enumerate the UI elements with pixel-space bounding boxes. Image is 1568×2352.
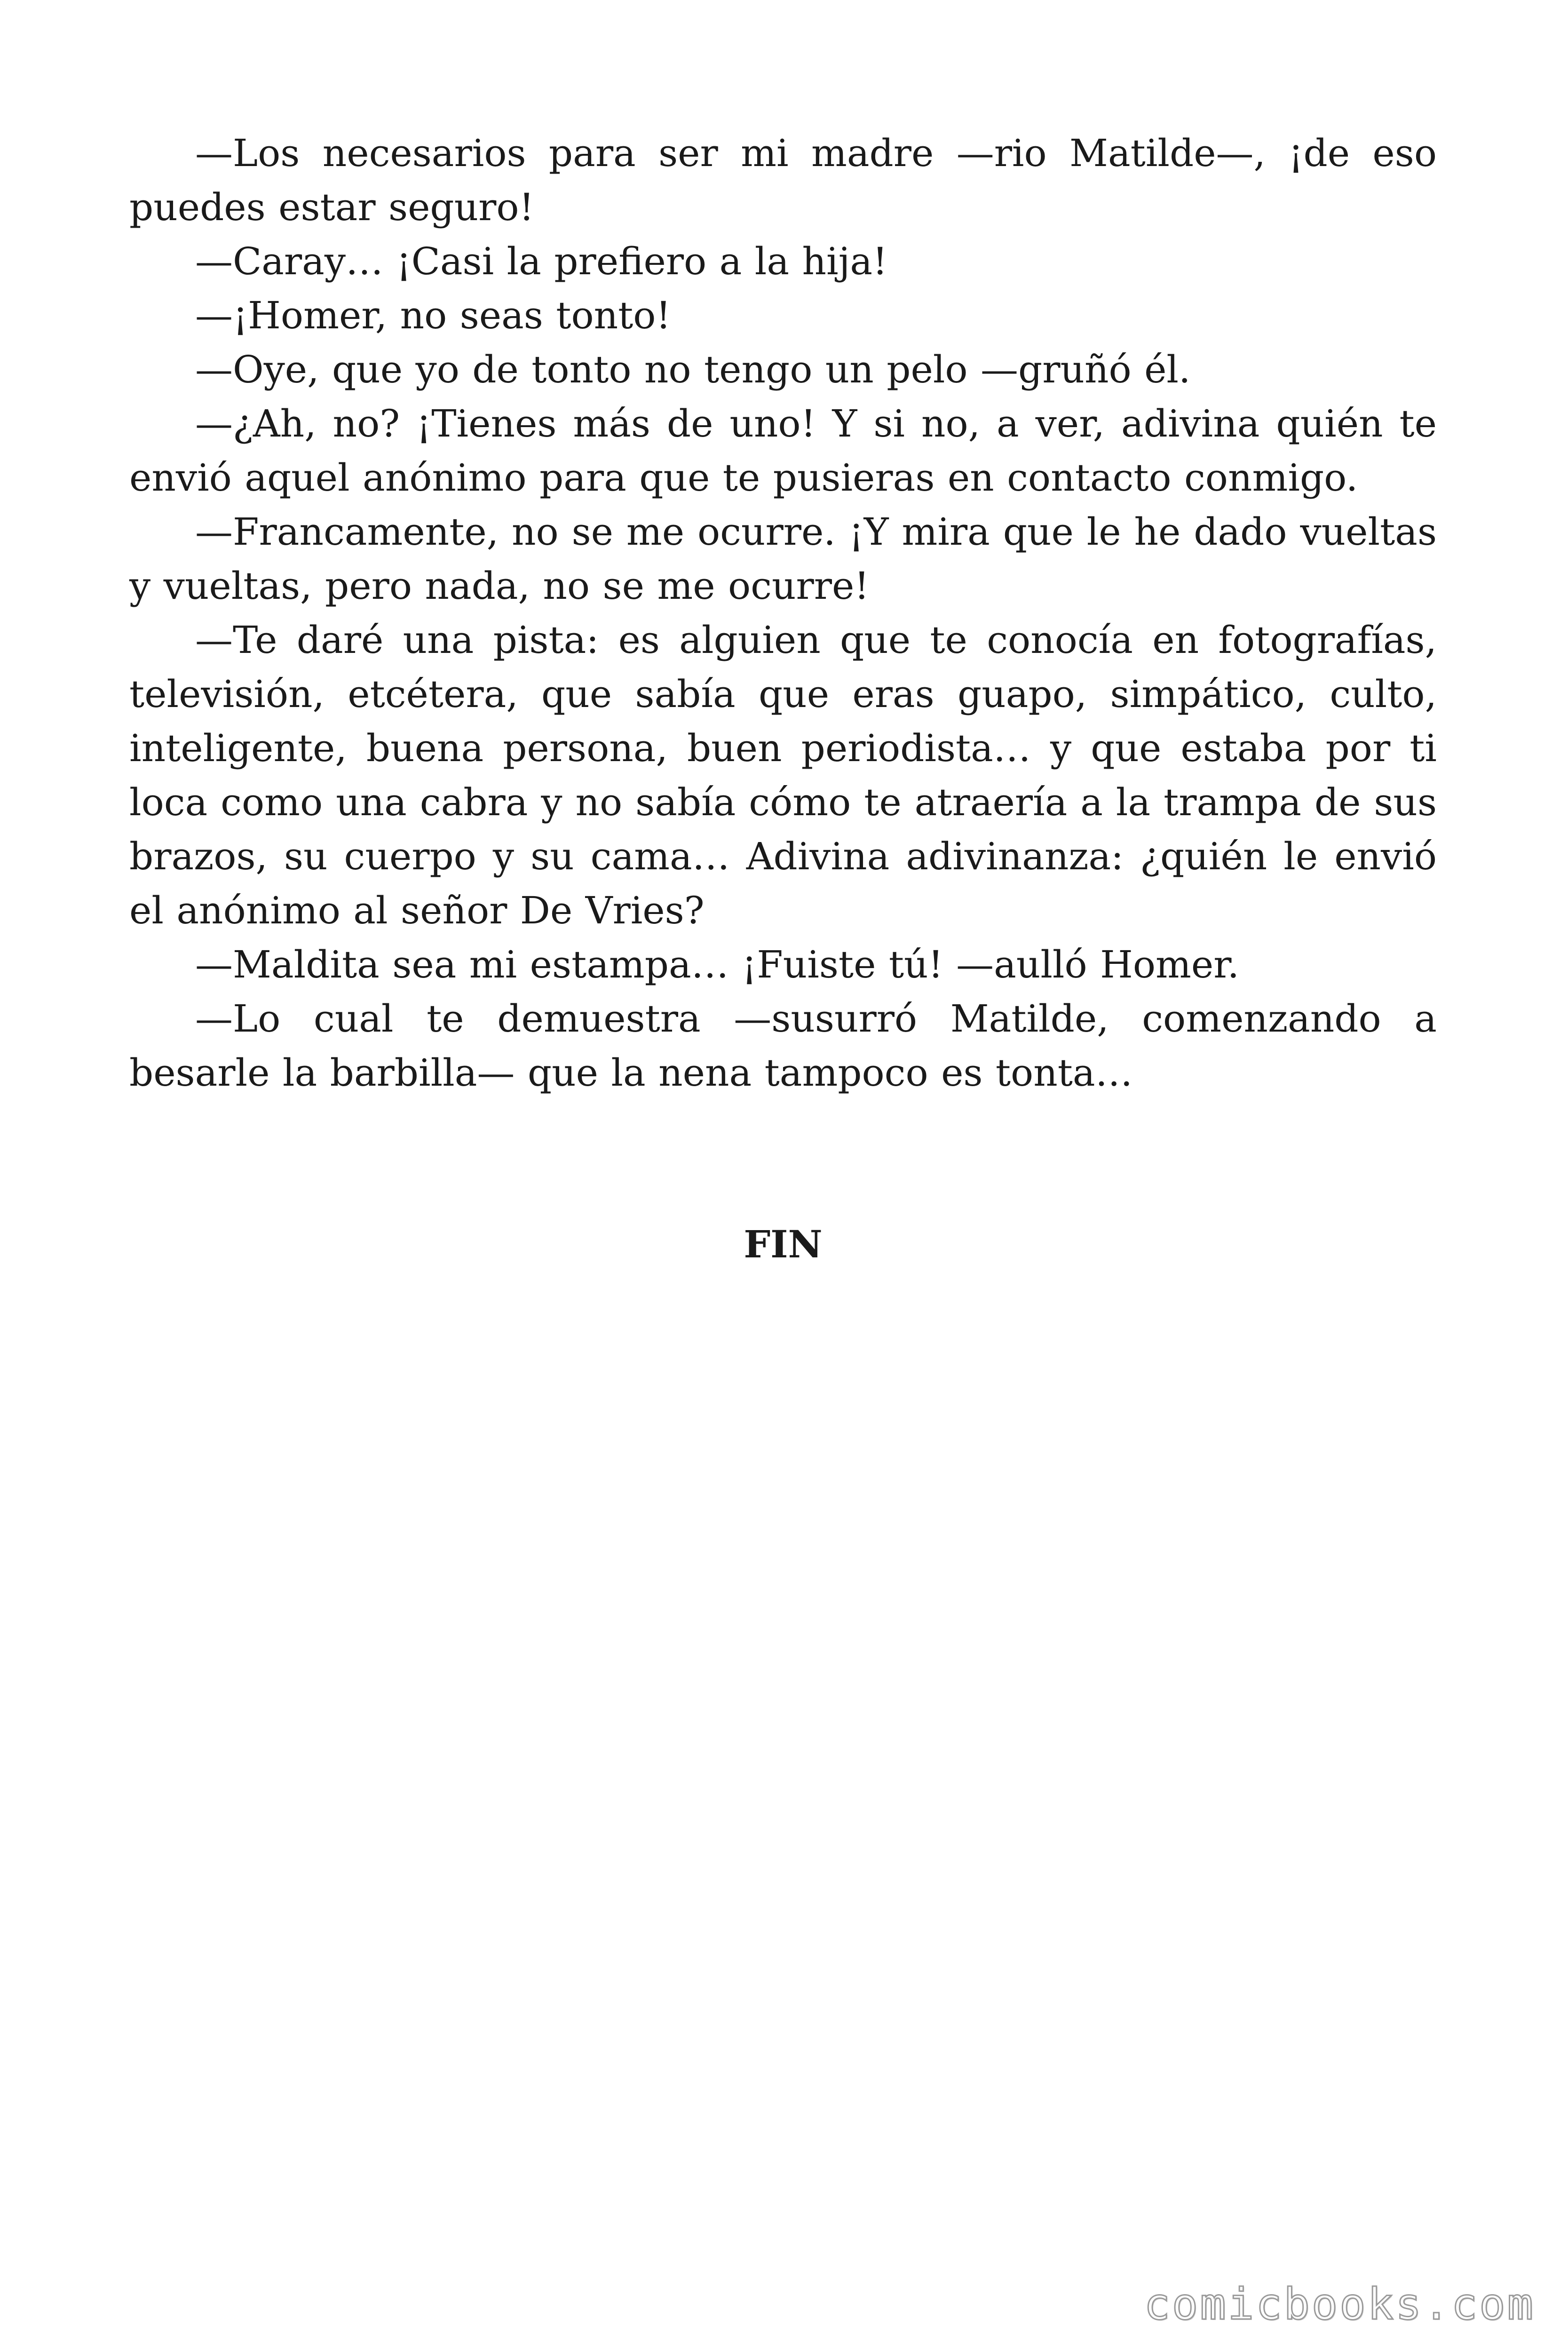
paragraph: —Oye, que yo de tonto no tengo un pelo —gruñó él. — [195, 348, 1191, 391]
paragraph: —Francamente, no se me ocurre. ¡Y mira que le he dado vueltas y vueltas, pero nada, no se me ocurre! — [129, 510, 1437, 608]
watermark: comicbooks.com — [1144, 2279, 1535, 2329]
paragraph: —Maldita sea mi estampa… ¡Fuiste tú! —aulló Homer. — [195, 943, 1240, 986]
paragraph: —¿Ah, no? ¡Tienes más de uno! Y si no, a ver, adivina quién te envió aquel anónimo para que te pusieras en contacto conmigo. — [129, 402, 1437, 500]
paragraph: —¡Homer, no seas tonto! — [195, 294, 671, 337]
paragraph: —Te daré una pista: es alguien que te conocía en fotografías, televisión, etcétera, que sabía que eras guapo, simpático, culto, inteligente, buena persona, buen periodista… y que estaba por ti loca como una cabra y no sabía cómo te atraería a la trampa de sus brazos, su cuerpo y su cama… Adivina adivinanza: ¿quién le envió el anónimo al señor De Vries? — [129, 618, 1437, 932]
text-body — [129, 126, 1437, 1100]
paragraph: —Los necesarios para ser mi madre —rio Matilde—, ¡de eso puedes estar seguro! — [129, 131, 1437, 229]
book-page — [129, 126, 1437, 1271]
paragraph: —Caray… ¡Casi la prefiero a la hija! — [195, 239, 888, 283]
paragraph: —Lo cual te demuestra —susurró Matilde, comenzando a besarle la barbilla— que la nena tampoco es tonta… — [129, 997, 1437, 1095]
ending-heading: FIN — [744, 1222, 823, 1266]
